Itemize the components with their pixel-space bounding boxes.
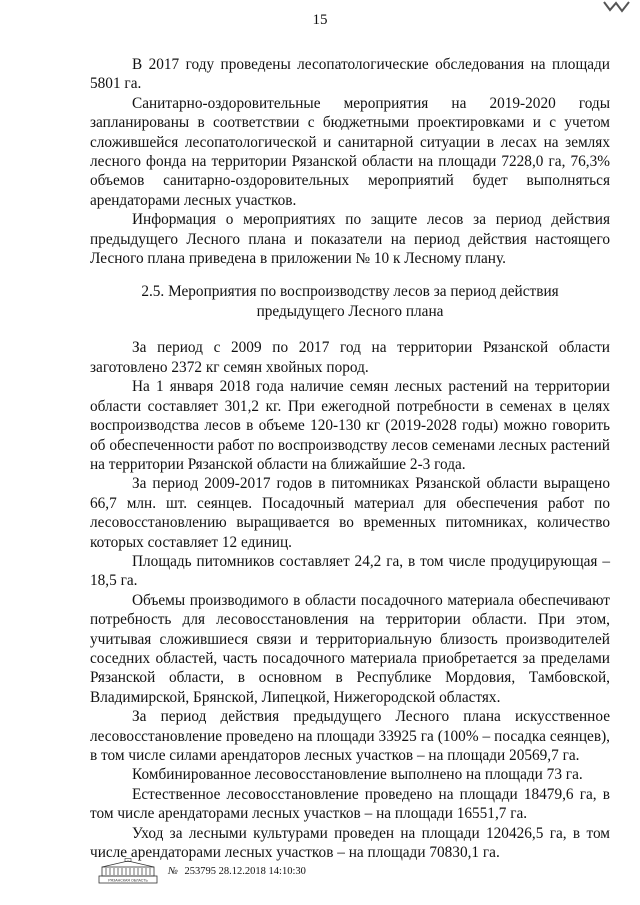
government-building-stamp-icon [98,858,158,884]
section-heading-line-1: 2.5. Мероприятия по воспроизводству лесов за период действия [141,283,559,301]
page-number: 15 [312,12,328,28]
paragraph: Объемы производимого в области посадочного материала обеспечивают потребность для лесовосстановления на территории области. При этом, учитывая сложившиеся связи и территориальную близость производителей соседних областей, часть посадочного материала приобретается за пределами Рязанской области, в основном в Республике Мордовия, Тамбовской, Владимирской, Брянской, Липецкой, Нижегородской областях. [90,591,610,706]
paragraph: Площадь питомников составляет 24,2 га, в том числе продуцирующая – 18,5 га. [90,552,610,590]
paragraph: За период с 2009 по 2017 год на территории Рязанской области заготовлено 2372 кг семян хвойных пород. [90,339,610,376]
paragraph: Информация о мероприятиях по защите лесов за период действия предыдущего Лесного плана и показатели на период действия настоящего Лесного плана приведена в приложении № 10 к Лесному плану. [90,211,610,268]
paragraph: Уход за лесными культурами проведен на площади 120426,5 га, в том числе арендаторами лесных участков – на площади 70830,1 га. [90,824,610,862]
section-heading [90,282,610,322]
paragraph: Естественное лесовосстановление проведено на площади 18479,6 га, в том числе арендаторами лесных участков – на площади 16551,7 га. [90,785,610,823]
footer [98,858,518,884]
paragraph: На 1 января 2018 года наличие семян лесных растений на территории области составляет 301,2 кг. При ежегодной потребности в семенах в целях воспроизводства лесов в объеме 120-130 кг (2019-2028 годы) можно говорить об обеспеченности работ по воспроизводству лесов семенами лесных растений на территории Рязанской области на ближайшие 2-3 года. [90,378,610,473]
document-registration [168,866,306,877]
document-datetime: 28.12.2018 14:10:30 [218,866,306,877]
document-body [90,55,610,862]
document-id: 253795 [184,866,217,877]
paragraph: В 2017 году проведены лесопатологические обследования на площади 5801 га. [90,56,610,93]
corner-scan-mark [602,0,632,14]
section-heading-line-2: предыдущего Лесного плана [256,303,444,321]
paragraph: За период действия предыдущего Лесного плана искусственное лесовосстановление проведено на площади 33925 га (100% – посадка сеянцев), в том числе силами арендаторов лесных участков – на площади 20569,7 га. [90,708,610,764]
paragraph: Санитарно-оздоровительные мероприятия на 2019-2020 годы запланированы в соответствии с бюджетными проектировками и с учетом сложившейся лесопатологической и санитарной ситуации в лесах на землях лесного фонда на территории Рязанской области на площади 7228,0 га, 76,3% объемов санитарно-оздоровительных мероприятий будет выполняться арендаторами лесных участков. [90,94,610,209]
stamp-text: РЯЗАНСКАЯ ОБЛАСТЬ [108,878,148,883]
paragraph: Комбинированное лесовосстановление выполнено на площади 73 га. [132,766,583,784]
paragraph: За период 2009-2017 годов в питомниках Рязанской области выращено 66,7 млн. шт. сеянцев. Посадочный материал для обеспечения работ по лесовосстановлению выращивается во временных питомниках, количество которых составляет 12 единиц. [90,475,610,551]
number-sign: № [168,866,178,877]
